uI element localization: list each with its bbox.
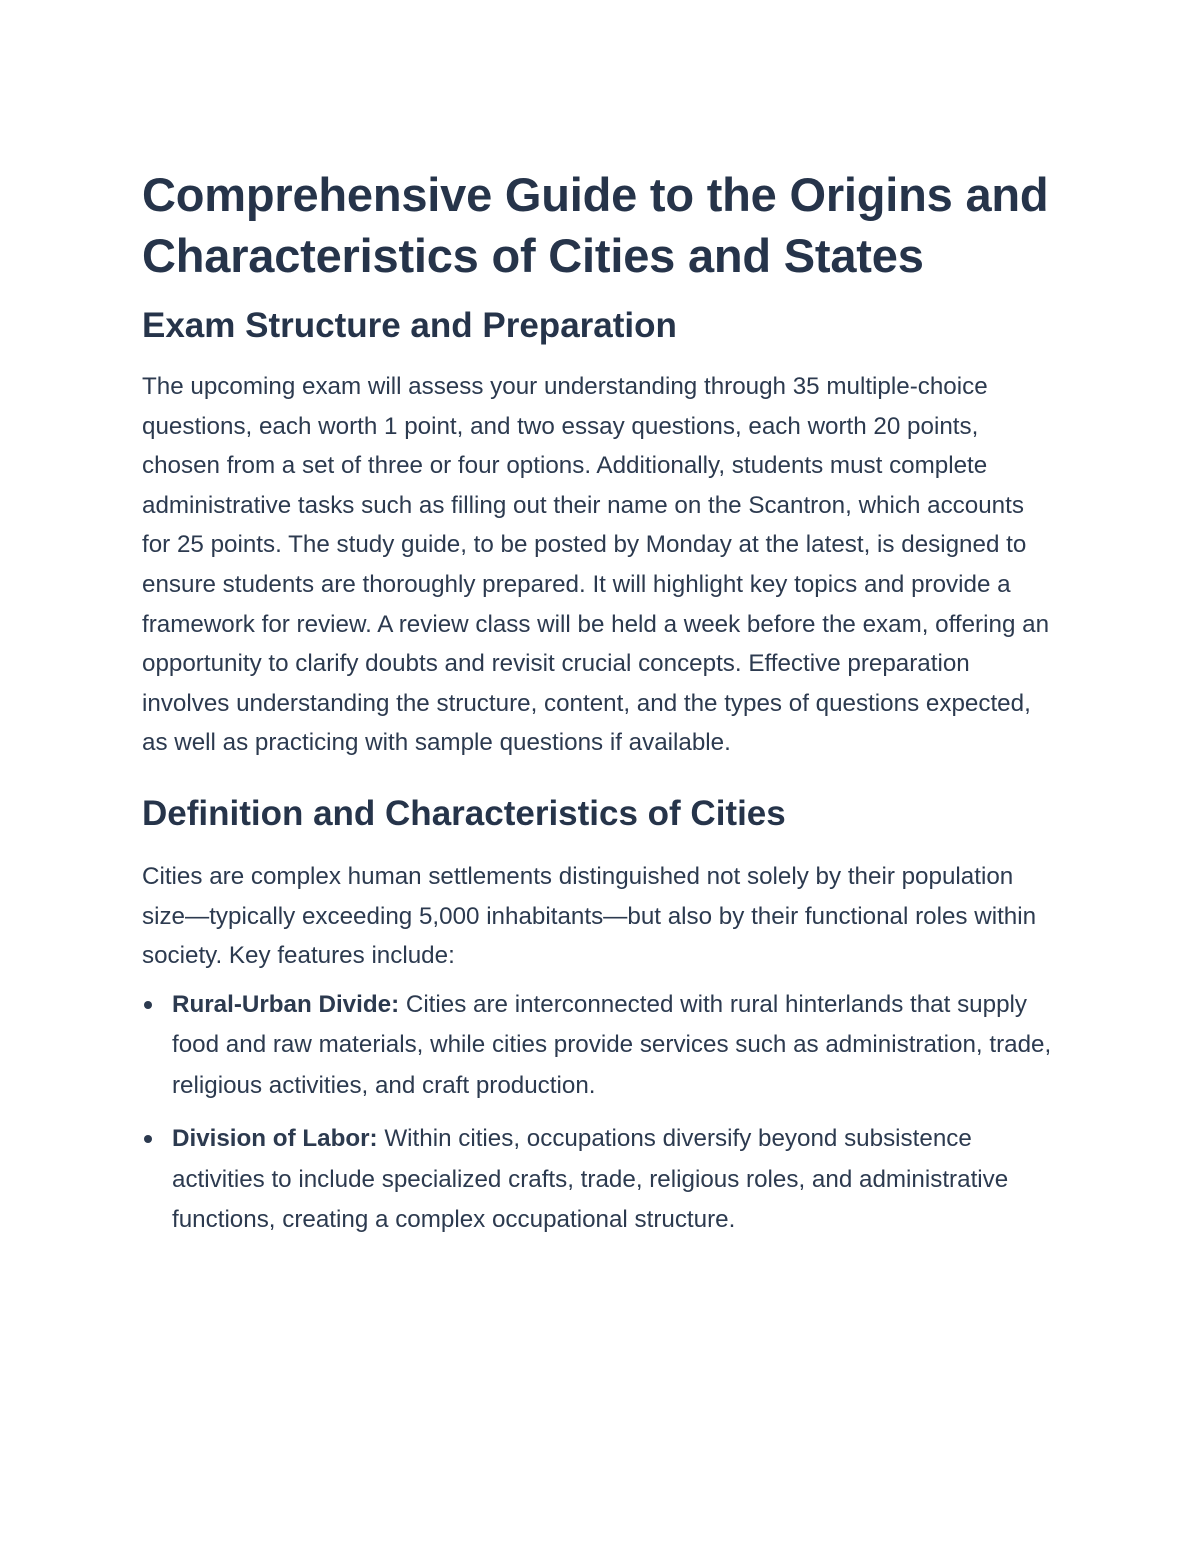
key-features-list: [142, 985, 1058, 1241]
section-heading-exam-structure: Exam Structure and Preparation: [142, 306, 677, 345]
cities-intro-paragraph: Cities are complex human settlements distinguished not solely by their population size—typically exceeding 5,000 inhabitants—but also by their functional roles within society. Key features include:: [142, 862, 1037, 970]
exam-structure-paragraph: The upcoming exam will assess your understanding through 35 multiple-choice questions, each worth 1 point, and two essay questions, each worth 20 points, chosen from a set of three or four options. Additionally, students must complete administrative tasks such as filling out their name on the Scantron, which accounts for 25 points. The study guide, to be posted by Monday at the latest, is designed to ensure students are thoroughly prepared. It will highlight key topics and provide a framework for review. A review class will be held a week before the exam, offering an opportunity to clarify doubts and revisit crucial concepts. Effective preparation involves understanding the structure, content, and the types of questions expected, as well as practicing with sample questions if available.: [142, 373, 1050, 757]
list-item: [142, 1119, 1058, 1241]
list-item-text: Within cities, occupations diversify beyond subsistence activities to include specialized crafts, trade, religious roles, and administrative functions, creating a complex occupational structure.: [172, 1125, 1009, 1234]
bullet-icon: [144, 1135, 152, 1143]
document-page: [142, 164, 1058, 1254]
list-item-text: Cities are interconnected with rural hinterlands that supply food and raw materials, while cities provide services such as administration, trade, religious activities, and craft production.: [172, 990, 1052, 1099]
list-item: [142, 985, 1058, 1107]
list-item-term: Rural-Urban Divide:: [172, 990, 400, 1018]
document-title: Comprehensive Guide to the Origins and Characteristics of Cities and States: [142, 168, 1049, 282]
bullet-icon: [144, 1001, 152, 1009]
list-item-term: Division of Labor:: [172, 1125, 378, 1153]
section-heading-cities: Definition and Characteristics of Cities: [142, 793, 786, 833]
